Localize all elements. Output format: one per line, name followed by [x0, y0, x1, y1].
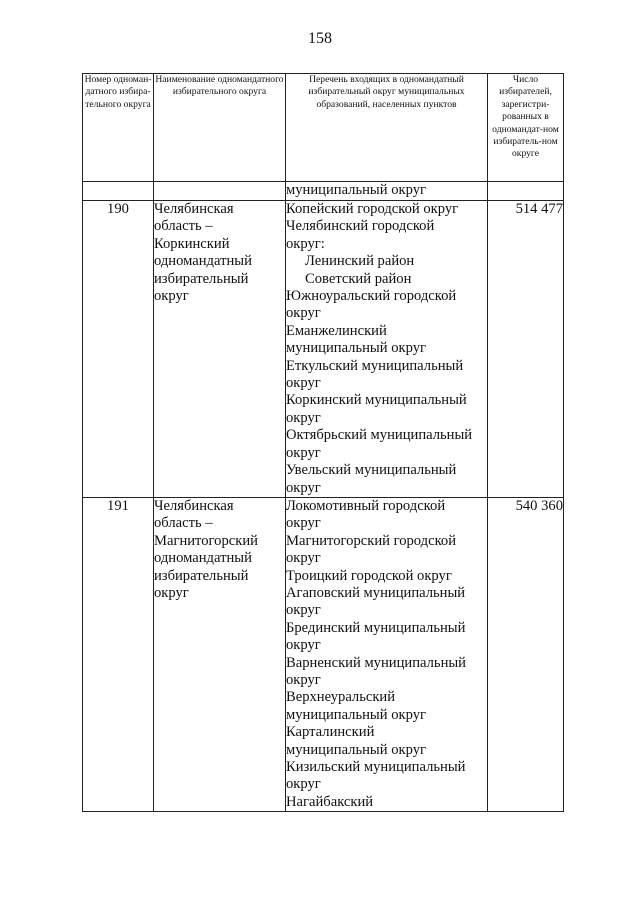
list-item: округ [286, 305, 321, 322]
list-item: Еманжелинский [286, 322, 387, 339]
district-name-line: одномандатный [154, 253, 252, 270]
districts-table [82, 73, 564, 812]
district-name-line: избирательный [154, 567, 249, 584]
list-item: Локомотивный городской [286, 497, 446, 514]
list-item: округ [286, 515, 321, 532]
header-municipalities-list: Перечень входящих в одномандатный избирательный округ муниципальных образований, населенных пунктов [286, 74, 488, 182]
list-item: Еткульский муниципальный [286, 357, 464, 374]
table-row [83, 201, 564, 498]
district-name-line: Челябинская [154, 497, 234, 514]
district-name-line: область – [154, 515, 213, 532]
list-item: Верхнеуральский [286, 689, 396, 706]
district-name-line: область – [154, 218, 213, 235]
list-item: округ [286, 409, 321, 426]
continuation-row [83, 182, 564, 201]
list-item: Магнитогорский городской [286, 532, 457, 549]
district-name [154, 201, 286, 498]
header-district-number: Номер одноман-датного избира-тельного округа [83, 74, 154, 182]
list-item: муниципальный округ [286, 741, 426, 758]
list-item: Октябрьский муниципальный [286, 427, 473, 444]
list-item: округ [286, 550, 321, 567]
list-item: Брединский муниципальный [286, 619, 466, 636]
list-item: округ [286, 671, 321, 688]
list-item: округ [286, 444, 321, 461]
list-item: Южноуральский городской [286, 288, 457, 305]
district-name-line: округ [154, 584, 189, 601]
list-item: Троицкий городской округ [286, 567, 452, 584]
header-district-name: Наименование одномандатного избирательного округа [154, 74, 286, 182]
district-name-line: округ [154, 288, 189, 305]
voters-count: 514 477 [488, 201, 564, 498]
list-item: Челябинский городской [286, 218, 435, 235]
continuation-cell-number [83, 182, 154, 201]
list-item: муниципальный округ [286, 340, 426, 357]
header-voters-count: Число избирателей, зарегистри-рованных в одномандат-ном избиратель-ном округе [488, 74, 564, 182]
list-item: Варненский муниципальный [286, 654, 466, 671]
list-item: округ: [286, 235, 325, 252]
list-item: Агаповский муниципальный [286, 584, 466, 601]
district-number: 191 [83, 497, 154, 811]
list-item: муниципальный округ [286, 706, 426, 723]
list-item: Увельский муниципальный [286, 462, 457, 479]
list-item: округ [286, 602, 321, 619]
list-item: Коркинский муниципальный [286, 392, 467, 409]
page-number: 158 [308, 30, 332, 47]
list-item: округ [286, 479, 321, 496]
list-item: округ [286, 637, 321, 654]
list-item: округ [286, 375, 321, 392]
list-item: Кизильский муниципальный [286, 759, 466, 775]
list-item: округ [286, 776, 321, 793]
list-item: Ленинский район [305, 253, 415, 270]
list-item: Советский район [305, 270, 412, 287]
district-name-line: Коркинский [154, 235, 230, 252]
continuation-cell-list: муниципальный округ [286, 182, 488, 201]
municipalities-list [286, 497, 488, 811]
voters-count: 540 360 [488, 497, 564, 811]
district-name-line: одномандатный [154, 550, 252, 567]
district-name-line: Челябинская [154, 201, 234, 217]
district-name [154, 497, 286, 811]
table-row [83, 497, 564, 811]
district-name-line: избирательный [154, 270, 249, 287]
municipalities-list [286, 201, 488, 498]
district-number: 190 [83, 201, 154, 498]
list-item: Нагайбакский [286, 793, 374, 810]
continuation-cell-voters [488, 182, 564, 201]
table-header-row [83, 74, 564, 182]
list-item: Копейский городской округ [286, 201, 459, 217]
continuation-cell-name [154, 182, 286, 201]
list-item: Карталинский [286, 724, 375, 741]
district-name-line: Магнитогорский [154, 532, 258, 549]
